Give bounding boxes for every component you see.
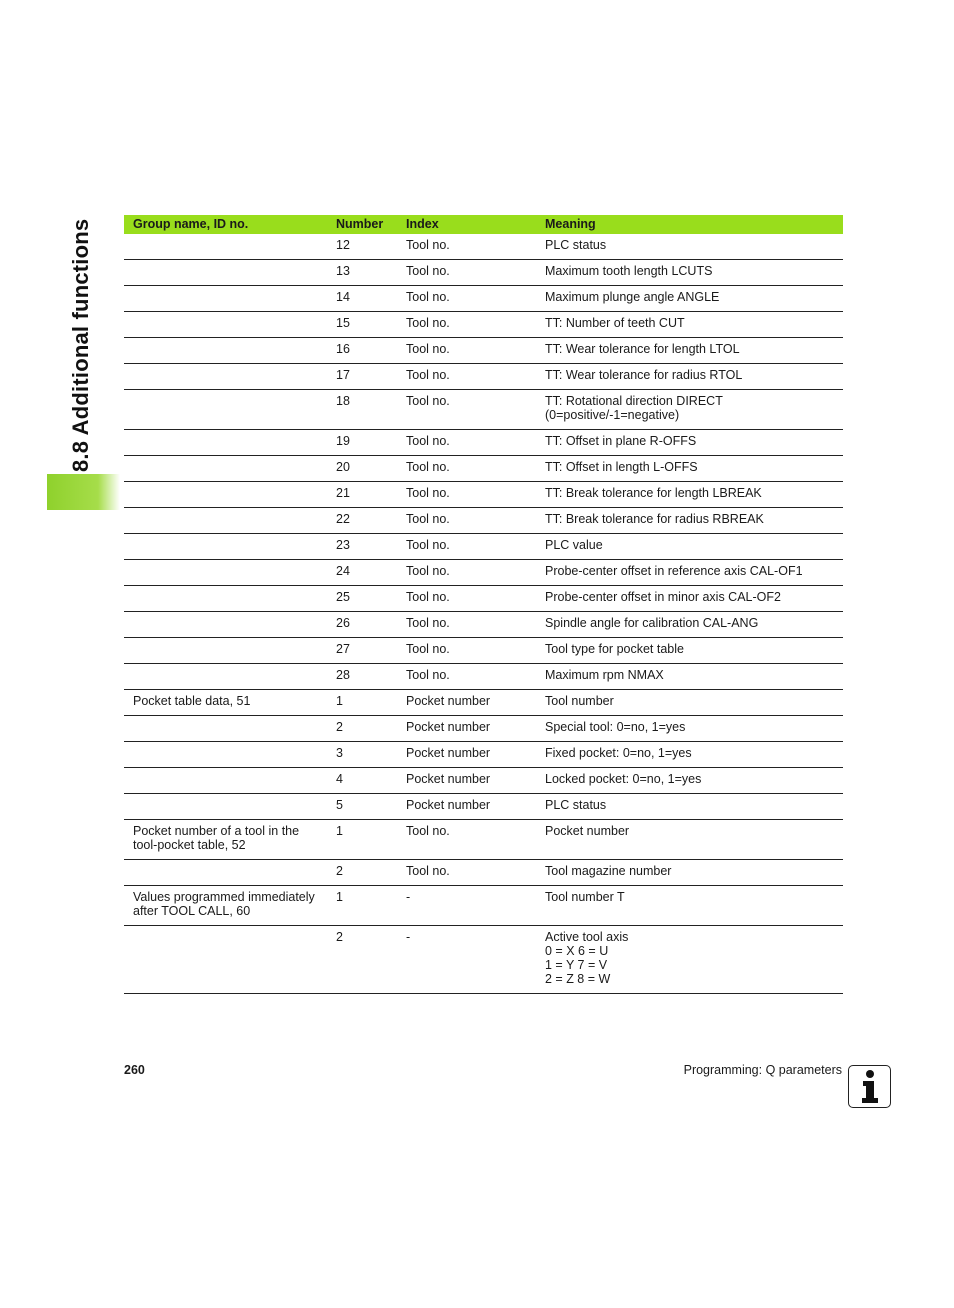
cell-group bbox=[124, 482, 327, 508]
cell-number: 22 bbox=[327, 508, 397, 534]
cell-group bbox=[124, 926, 327, 994]
cell-number: 1 bbox=[327, 820, 397, 860]
cell-meaning: TT: Number of teeth CUT bbox=[536, 312, 843, 338]
cell-meaning: Maximum rpm NMAX bbox=[536, 664, 843, 690]
cell-index: Tool no. bbox=[397, 312, 536, 338]
cell-number: 17 bbox=[327, 364, 397, 390]
page-number: 260 bbox=[124, 1063, 145, 1077]
table-row bbox=[124, 456, 843, 482]
table-row bbox=[124, 586, 843, 612]
cell-group bbox=[124, 794, 327, 820]
cell-index: Tool no. bbox=[397, 286, 536, 312]
table-row bbox=[124, 234, 843, 260]
cell-group bbox=[124, 508, 327, 534]
cell-index: Pocket number bbox=[397, 768, 536, 794]
cell-number: 14 bbox=[327, 286, 397, 312]
column-header-index: Index bbox=[397, 215, 536, 234]
table-row bbox=[124, 260, 843, 286]
table-row bbox=[124, 508, 843, 534]
column-header-group: Group name, ID no. bbox=[124, 215, 327, 234]
cell-index: Tool no. bbox=[397, 508, 536, 534]
cell-number: 15 bbox=[327, 312, 397, 338]
cell-meaning: Locked pocket: 0=no, 1=yes bbox=[536, 768, 843, 794]
cell-meaning: Probe-center offset in minor axis CAL-OF2 bbox=[536, 586, 843, 612]
cell-index: Tool no. bbox=[397, 456, 536, 482]
cell-number: 28 bbox=[327, 664, 397, 690]
cell-group bbox=[124, 638, 327, 664]
cell-meaning: PLC value bbox=[536, 534, 843, 560]
cell-meaning: Special tool: 0=no, 1=yes bbox=[536, 716, 843, 742]
cell-number: 5 bbox=[327, 794, 397, 820]
table-row bbox=[124, 638, 843, 664]
cell-index: Tool no. bbox=[397, 390, 536, 430]
cell-group bbox=[124, 586, 327, 612]
cell-group bbox=[124, 456, 327, 482]
cell-meaning: Active tool axis 0 = X 6 = U 1 = Y 7 = V 2 = Z 8 = W bbox=[536, 926, 843, 994]
cell-meaning: Spindle angle for calibration CAL-ANG bbox=[536, 612, 843, 638]
cell-group bbox=[124, 534, 327, 560]
cell-number: 20 bbox=[327, 456, 397, 482]
cell-group bbox=[124, 430, 327, 456]
cell-number: 3 bbox=[327, 742, 397, 768]
cell-index: Tool no. bbox=[397, 586, 536, 612]
table-row bbox=[124, 312, 843, 338]
cell-number: 21 bbox=[327, 482, 397, 508]
cell-index: Tool no. bbox=[397, 234, 536, 260]
cell-index: Tool no. bbox=[397, 364, 536, 390]
chapter-title: 8.8 Additional functions bbox=[68, 218, 93, 472]
cell-meaning: Pocket number bbox=[536, 820, 843, 860]
cell-group bbox=[124, 286, 327, 312]
cell-index: Tool no. bbox=[397, 430, 536, 456]
cell-number: 2 bbox=[327, 716, 397, 742]
cell-meaning: Maximum tooth length LCUTS bbox=[536, 260, 843, 286]
cell-group bbox=[124, 338, 327, 364]
table-row bbox=[124, 430, 843, 456]
cell-number: 2 bbox=[327, 860, 397, 886]
cell-number: 18 bbox=[327, 390, 397, 430]
cell-meaning: Tool type for pocket table bbox=[536, 638, 843, 664]
table-row bbox=[124, 820, 843, 860]
cell-index: - bbox=[397, 886, 536, 926]
cell-index: Tool no. bbox=[397, 860, 536, 886]
table-row bbox=[124, 390, 843, 430]
column-header-number: Number bbox=[327, 215, 397, 234]
cell-number: 1 bbox=[327, 886, 397, 926]
cell-number: 13 bbox=[327, 260, 397, 286]
cell-meaning: Tool number T bbox=[536, 886, 843, 926]
cell-meaning: TT: Rotational direction DIRECT (0=positive/-1=negative) bbox=[536, 390, 843, 430]
cell-index: Tool no. bbox=[397, 664, 536, 690]
cell-meaning: TT: Wear tolerance for length LTOL bbox=[536, 338, 843, 364]
column-header-meaning: Meaning bbox=[536, 215, 843, 234]
cell-meaning: PLC status bbox=[536, 234, 843, 260]
cell-group: Values programmed immediately after TOOL CALL, 60 bbox=[124, 886, 327, 926]
cell-number: 4 bbox=[327, 768, 397, 794]
cell-group bbox=[124, 234, 327, 260]
table-row bbox=[124, 286, 843, 312]
cell-index: Tool no. bbox=[397, 560, 536, 586]
cell-group bbox=[124, 664, 327, 690]
cell-number: 19 bbox=[327, 430, 397, 456]
cell-group bbox=[124, 364, 327, 390]
table-row bbox=[124, 482, 843, 508]
cell-meaning: Probe-center offset in reference axis CAL-OF1 bbox=[536, 560, 843, 586]
cell-group bbox=[124, 390, 327, 430]
cell-group bbox=[124, 716, 327, 742]
table-row bbox=[124, 886, 843, 926]
cell-number: 27 bbox=[327, 638, 397, 664]
cell-meaning: Fixed pocket: 0=no, 1=yes bbox=[536, 742, 843, 768]
cell-number: 26 bbox=[327, 612, 397, 638]
table-body bbox=[124, 234, 843, 994]
table-row bbox=[124, 612, 843, 638]
cell-meaning: Maximum plunge angle ANGLE bbox=[536, 286, 843, 312]
table-row bbox=[124, 794, 843, 820]
info-icon bbox=[848, 1065, 891, 1108]
table-row bbox=[124, 690, 843, 716]
cell-group bbox=[124, 612, 327, 638]
cell-index: Tool no. bbox=[397, 482, 536, 508]
section-title: Programming: Q parameters bbox=[683, 1063, 842, 1077]
table-row bbox=[124, 534, 843, 560]
cell-index: Pocket number bbox=[397, 690, 536, 716]
cell-group: Pocket table data, 51 bbox=[124, 690, 327, 716]
cell-index: - bbox=[397, 926, 536, 994]
table-row bbox=[124, 860, 843, 886]
table-row bbox=[124, 926, 843, 994]
cell-meaning: TT: Break tolerance for length LBREAK bbox=[536, 482, 843, 508]
table-row bbox=[124, 560, 843, 586]
cell-index: Pocket number bbox=[397, 742, 536, 768]
cell-number: 23 bbox=[327, 534, 397, 560]
cell-meaning: TT: Offset in length L-OFFS bbox=[536, 456, 843, 482]
cell-number: 16 bbox=[327, 338, 397, 364]
cell-index: Tool no. bbox=[397, 260, 536, 286]
table-row bbox=[124, 716, 843, 742]
cell-number: 24 bbox=[327, 560, 397, 586]
cell-index: Tool no. bbox=[397, 820, 536, 860]
table-row bbox=[124, 364, 843, 390]
cell-index: Pocket number bbox=[397, 716, 536, 742]
cell-meaning: TT: Break tolerance for radius RBREAK bbox=[536, 508, 843, 534]
cell-group bbox=[124, 260, 327, 286]
cell-index: Tool no. bbox=[397, 534, 536, 560]
table-header-row bbox=[124, 215, 843, 234]
cell-index: Pocket number bbox=[397, 794, 536, 820]
cell-group bbox=[124, 768, 327, 794]
cell-group: Pocket number of a tool in the tool-pocket table, 52 bbox=[124, 820, 327, 860]
cell-group bbox=[124, 860, 327, 886]
table-row bbox=[124, 742, 843, 768]
cell-number: 2 bbox=[327, 926, 397, 994]
cell-meaning: TT: Offset in plane R-OFFS bbox=[536, 430, 843, 456]
cell-meaning: TT: Wear tolerance for radius RTOL bbox=[536, 364, 843, 390]
cell-number: 12 bbox=[327, 234, 397, 260]
parameter-table bbox=[124, 215, 843, 994]
cell-index: Tool no. bbox=[397, 338, 536, 364]
table-row bbox=[124, 768, 843, 794]
cell-number: 25 bbox=[327, 586, 397, 612]
cell-number: 1 bbox=[327, 690, 397, 716]
cell-group bbox=[124, 742, 327, 768]
cell-group bbox=[124, 560, 327, 586]
info-glyph bbox=[855, 1069, 885, 1105]
cell-meaning: Tool number bbox=[536, 690, 843, 716]
cell-group bbox=[124, 312, 327, 338]
table-row bbox=[124, 664, 843, 690]
cell-meaning: Tool magazine number bbox=[536, 860, 843, 886]
table-row bbox=[124, 338, 843, 364]
cell-index: Tool no. bbox=[397, 612, 536, 638]
cell-meaning: PLC status bbox=[536, 794, 843, 820]
cell-index: Tool no. bbox=[397, 638, 536, 664]
chapter-tab bbox=[47, 474, 120, 510]
